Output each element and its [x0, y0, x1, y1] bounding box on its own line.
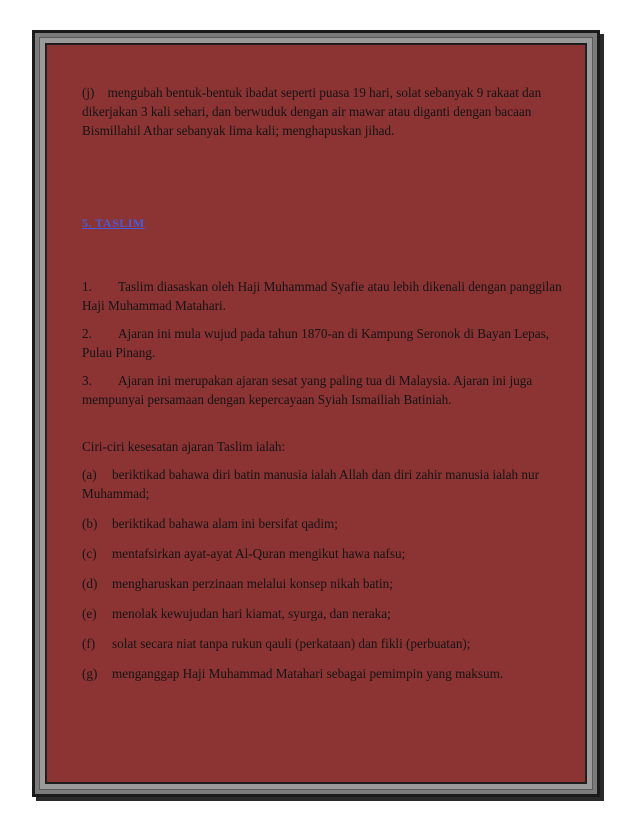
page-frame-outer	[32, 30, 600, 797]
numbered-item-label: 2.	[82, 326, 92, 341]
ciri-item-label: (c)	[82, 546, 97, 561]
ciri-item-text: menganggap Haji Muhammad Matahari sebagai pemimpin yang maksum.	[112, 666, 504, 681]
ciri-item-label: (f)	[82, 636, 96, 651]
ciri-item-e	[82, 604, 578, 623]
page-frame-inner	[45, 43, 587, 784]
ciri-item-text: beriktikad bahawa diri batin manusia ialah Allah dan diri zahir manusia ialah nur Muhammad;	[82, 467, 539, 501]
ciri-item-text: mentafsirkan ayat-ayat Al-Quran mengikut hawa nafsu;	[112, 546, 406, 561]
ciri-item-a	[82, 465, 578, 503]
numbered-item-label: 1.	[82, 279, 92, 294]
paragraph-j	[82, 83, 578, 140]
ciri-item-f	[82, 634, 578, 653]
paragraph-j-label: (j)	[82, 85, 95, 100]
ciri-list-title: Ciri-ciri kesesatan ajaran Taslim ialah:	[82, 439, 286, 454]
numbered-item-1	[82, 277, 578, 315]
numbered-item-text: Ajaran ini merupakan ajaran sesat yang paling tua di Malaysia. Ajaran ini juga mempunyai persamaan dengan kepercayaan Syiah Ismailiah Batiniah.	[82, 373, 533, 407]
ciri-item-label: (b)	[82, 516, 98, 531]
ciri-item-label: (e)	[82, 606, 97, 621]
ciri-item-label: (a)	[82, 467, 97, 482]
numbered-item-2	[82, 324, 578, 362]
paragraph-j-text: mengubah bentuk-bentuk ibadat seperti puasa 19 hari, solat sebanyak 9 rakaat dan dikerjakan 3 kali sehari, dan berwuduk dengan air mawar atau diganti dengan bacaan Bismillahil Athar sebanyak lima kali; menghapuskan jihad.	[82, 85, 542, 138]
document-content	[82, 83, 578, 694]
numbered-item-text: Taslim diasaskan oleh Haji Muhammad Syafie atau lebih dikenali dengan panggilan Haji Muhammad Matahari.	[82, 279, 562, 313]
ciri-item-label: (g)	[82, 666, 98, 681]
ciri-item-text: menolak kewujudan hari kiamat, syurga, dan neraka;	[112, 606, 391, 621]
ciri-item-text: solat secara niat tanpa rukun qauli (perkataan) dan fikli (perbuatan);	[112, 636, 471, 651]
ciri-list	[82, 465, 578, 683]
ciri-item-d	[82, 574, 578, 593]
numbered-item-text: Ajaran ini mula wujud pada tahun 1870-an di Kampung Seronok di Bayan Lepas, Pulau Pinang.	[82, 326, 550, 360]
numbered-item-3	[82, 371, 578, 409]
ciri-item-b	[82, 514, 578, 533]
ciri-item-label: (d)	[82, 576, 98, 591]
ciri-item-g	[82, 664, 578, 683]
numbered-list	[82, 277, 578, 409]
ciri-item-c	[82, 544, 578, 563]
numbered-item-label: 3.	[82, 373, 92, 388]
ciri-item-text: beriktikad bahawa alam ini bersifat qadim;	[112, 516, 338, 531]
page-frame-middle	[39, 37, 593, 790]
section-heading-taslim[interactable]: 5. TASLIM	[82, 216, 145, 230]
ciri-item-text: mengharuskan perzinaan melalui konsep nikah batin;	[112, 576, 393, 591]
